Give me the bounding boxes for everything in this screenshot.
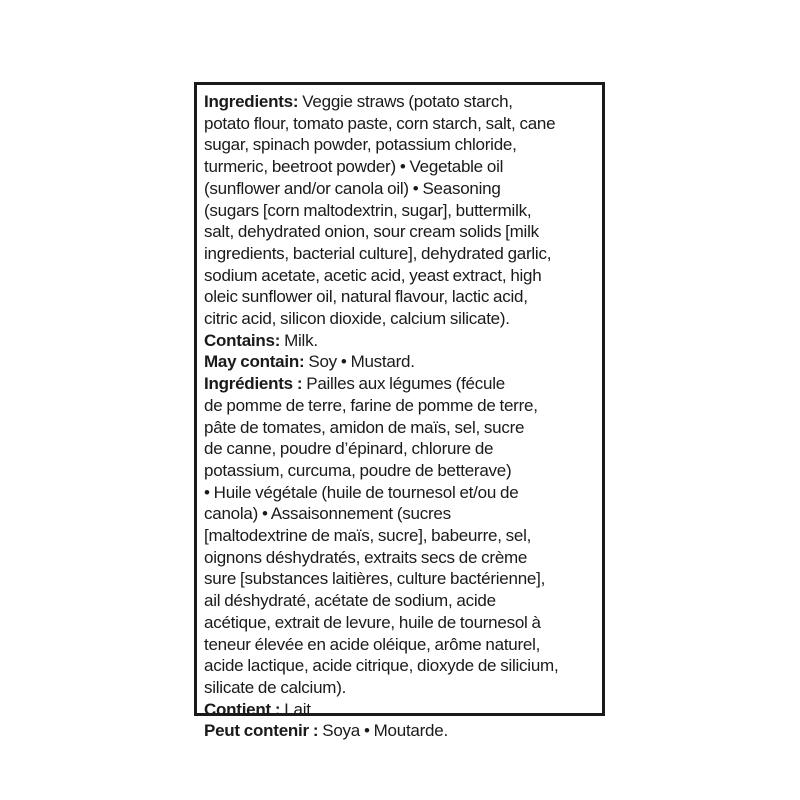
ingredients-fr-line: acétique, extrait de levure, huile de tournesol à — [204, 612, 541, 632]
ingredients-label-panel — [194, 82, 605, 741]
may-contain-en-text: Soy • Mustard. — [304, 352, 415, 372]
contains-en-text: Milk. — [280, 330, 318, 350]
ingredients-fr-line: canola) • Assaisonnement (sucres — [204, 504, 451, 524]
ingredients-en-line: citric acid, silicon dioxide, calcium silicate). — [204, 309, 510, 329]
contains-en-line — [204, 330, 602, 352]
ingredients-en-line: oleic sunflower oil, natural flavour, lactic acid, — [204, 287, 528, 307]
contains-en-heading: Contains: — [204, 330, 281, 350]
ingredients-en-line: ingredients, bacterial culture], dehydrated garlic, — [204, 243, 552, 263]
ingredients-fr-line — [204, 373, 602, 395]
ingredients-fr-line: de canne, poudre d’épinard, chlorure de — [204, 439, 494, 459]
ingredients-fr-line: [maltodextrine de maïs, sucre], babeurre, sel, — [204, 526, 532, 546]
may-contain-en-line — [204, 351, 602, 373]
ingredients-fr-line: • Huile végétale (huile de tournesol et/ou de — [204, 482, 519, 502]
ingredients-en-line: sodium acetate, acetic acid, yeast extract, high — [204, 265, 542, 285]
ingredients-fr-text: Pailles aux légumes (fécule — [302, 374, 505, 394]
ingredients-fr-line: oignons déshydratés, extraits secs de crème — [204, 547, 528, 567]
ingredients-en-line: (sunflower and/or canola oil) • Seasoning — [204, 178, 501, 198]
ingredients-fr-line: de pomme de terre, farine de pomme de terre, — [204, 395, 538, 415]
may-contain-fr-text: Soya • Moutarde. — [318, 721, 448, 741]
ingredients-fr-line: potassium, curcuma, poudre de betterave) — [204, 460, 512, 480]
ingredients-fr-line: teneur élevée en acide oléique, arôme naturel, — [204, 634, 541, 654]
ingredients-en-line: (sugars [corn maltodextrin, sugar], buttermilk, — [204, 200, 532, 220]
ingredients-fr-line: acide lactique, acide citrique, dioxyde de silicium, — [204, 656, 559, 676]
ingredients-fr-heading: Ingrédients : — [204, 374, 303, 394]
may-contain-fr-heading: Peut contenir : — [204, 721, 319, 741]
may-contain-fr-line — [204, 720, 602, 742]
ingredients-en-line: potato flour, tomato paste, corn starch, salt, cane — [204, 113, 556, 133]
ingredients-en-line: turmeric, beetroot powder) • Vegetable oil — [204, 157, 504, 177]
ingredients-en-text: Veggie straws (potato starch, — [298, 92, 513, 111]
ingredients-en-line: sugar, spinach powder, potassium chloride, — [204, 135, 517, 155]
ingredients-fr-line: sure [substances laitières, culture bactérienne], — [204, 569, 546, 589]
contains-fr-text: Lait. — [280, 699, 316, 719]
may-contain-en-heading: May contain: — [204, 352, 305, 372]
ingredients-fr-line: pâte de tomates, amidon de maïs, sel, sucre — [204, 417, 525, 437]
ingredients-en-line: salt, dehydrated onion, sour cream solids [milk — [204, 222, 539, 242]
ingredients-en-line — [204, 91, 602, 113]
contains-fr-line — [204, 699, 602, 721]
ingredients-fr-line: silicate de calcium). — [204, 677, 347, 697]
ingredients-en-heading: Ingredients: — [204, 92, 299, 111]
contains-fr-heading: Contient : — [204, 699, 281, 719]
ingredients-fr-line: ail déshydraté, acétate de sodium, acide — [204, 591, 496, 611]
